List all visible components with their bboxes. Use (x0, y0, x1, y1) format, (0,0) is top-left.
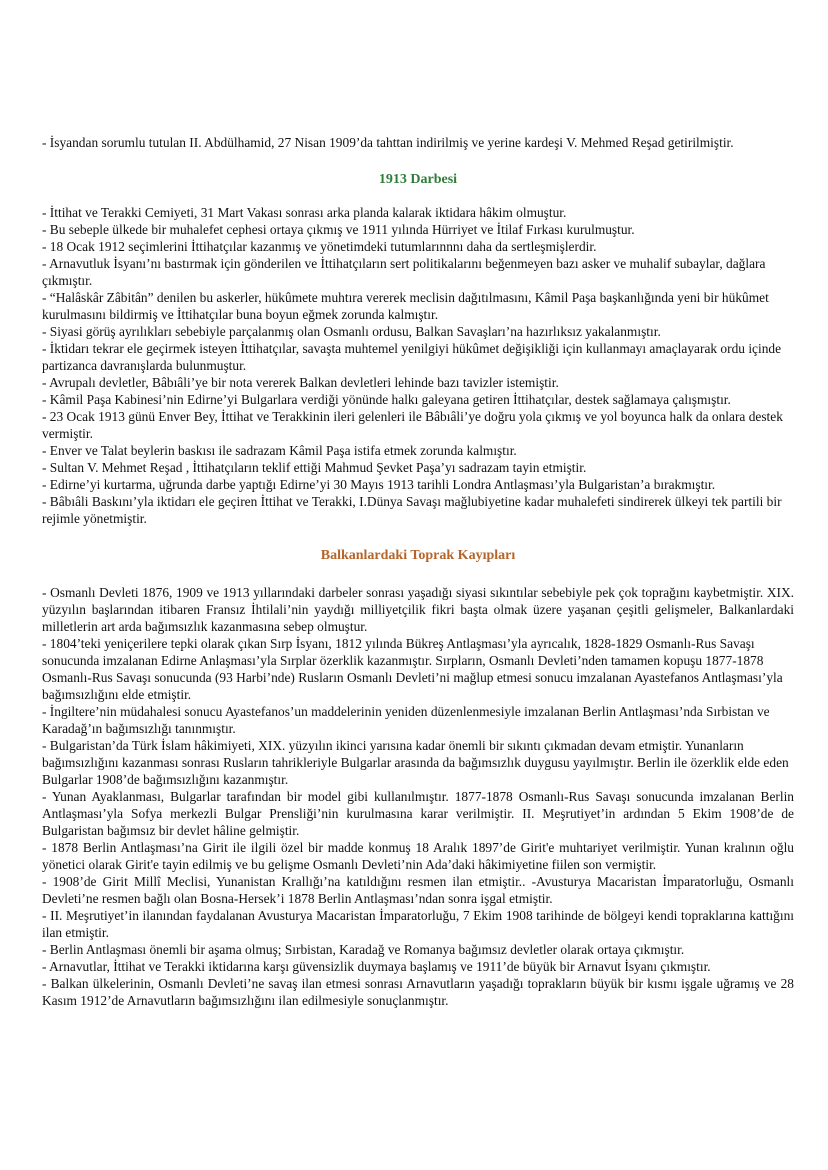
list-item: - 1908’de Girit Millî Meclisi, Yunanistan Krallığı’na katıldığını resmen ilan etmiştir.. -Avusturya Macaristan İmparatorluğu, Osmanlı Devleti’ne resmen bağlı olan Bosna-Hersek’i 1878 Berlin Antlaşması’ndan sonra işgal etmiştir. (42, 874, 794, 906)
list-item: - Bâbıâli Baskını’yla iktidarı ele geçiren İttihat ve Terakki, I.Dünya Savaşı mağlubiyetine kadar muhalefeti sindirerek ülkeyi tek partili bir rejimle yönetmiştir. (42, 494, 782, 526)
list-item: - Siyasi görüş ayrılıkları sebebiyle parçalanmış olan Osmanlı ordusu, Balkan Savaşları’na hazırlıksız yakalanmıştır. (42, 324, 661, 339)
list-item: - Arnavutluk İsyanı’nı bastırmak için gönderilen ve İttihatçıların sert politikalarını beğenmeyen bazı asker ve muhalif subaylar, dağlara çıkmıştır. (42, 256, 766, 288)
list-item: - “Halâskâr Zâbitân” denilen bu askerler, hükûmete muhtıra vererek meclisin dağıtılmasını, Kâmil Paşa başkanlığında yeni bir hükûmet kurulmasını bildirmiş ve İttihatçılar buna boyun eğmek zorunda kalmıştır. (42, 290, 769, 322)
list-item: - Avrupalı devletler, Bâbıâli’ye bir nota vererek Balkan devletleri lehinde bazı tavizler istemiştir. (42, 375, 559, 390)
list-item: - İttihat ve Terakki Cemiyeti, 31 Mart Vakası sonrası arka planda kalarak iktidara hâkim olmuştur. (42, 205, 567, 220)
section-title-1913-coup: 1913 Darbesi (378, 172, 458, 187)
section-title-balkan-losses: Balkanlardaki Toprak Kayıpları (320, 548, 516, 563)
list-item: - 18 Ocak 1912 seçimlerini İttihatçılar kazanmış ve yönetimdeki tutumlarınnnı daha da sertleşmişlerdir. (42, 239, 597, 254)
list-item: - 23 Ocak 1913 günü Enver Bey, İttihat ve Terakkinin ileri gelenleri ile Bâbıâli’ye doğru yola çıkmış ve yol boyunca halk da onlara destek vermiştir. (42, 409, 783, 441)
list-item: - Yunan Ayaklanması, Bulgarlar tarafından bir model gibi kullanılmıştır. 1877-1878 Osmanlı-Rus Savaşı sonucunda imzalanan Berlin Antlaşması’yla Sofya merkezli Bulgar Prensliği’nin kurulmasına karar verilmiştir. II. Meşrutiyet’in ardından 5 Ekim 1908’de de Bulgaristan bağımsız bir devlet hâline gelmiştir. (42, 789, 794, 838)
list-item: - Osmanlı Devleti 1876, 1909 ve 1913 yıllarındaki darbeler sonrası yaşadığı siyasi sıkıntılar sebebiyle pek çok toprağını kaybetmiştir. XIX. yüzyılın başlarından itibaren Fransız İhtilali’nin yaydığı milliyetçilik fikri başta olmak üzere yaşanan çeşitli gelişmeler, Balkanlardaki milletlerin art arda bağımsızlık kazanmasına sebep olmuştur. (42, 585, 794, 634)
list-item: - Arnavutlar, İttihat ve Terakki iktidarına karşı güvensizlik duymaya başlamış ve 1911’de büyük bir Arnavut İsyanı çıkmıştır. (42, 959, 711, 974)
list-item: - Balkan ülkelerinin, Osmanlı Devleti’ne savaş ilan etmesi sonrası Arnavutların yaşadığı toprakların büyük bir kısmı işgale uğramış ve 28 Kasım 1912’de Arnavutların bağımsızlığını ilan edilmesiyle sonuçlanmıştır. (42, 976, 794, 1008)
list-item: - Bu sebeple ülkede bir muhalefet cephesi ortaya çıkmış ve 1911 yılında Hürriyet ve İtilaf Fırkası kurulmuştur. (42, 222, 635, 237)
list-item: - Sultan V. Mehmet Reşad , İttihatçıların teklif ettiği Mahmud Şevket Paşa’yı sadrazam tayin etmiştir. (42, 460, 587, 475)
list-item: - İktidarı tekrar ele geçirmek isteyen İttihatçılar, savaşta muhtemel yenilgiyi hükûmet değişikliği için kullanmayı amaçlayarak ordu içinde partizanca davranışlarda bulunmuştur. (42, 341, 782, 373)
intro-paragraph: - İsyandan sorumlu tutulan II. Abdülhamid, 27 Nisan 1909’da tahttan indirilmiş ve yerine kardeşi V. Mehmed Reşad getirilmiştir. (42, 135, 734, 150)
list-item: - Enver ve Talat beylerin baskısı ile sadrazam Kâmil Paşa istifa etmek zorunda kalmıştır. (42, 443, 517, 458)
list-item: - İngiltere’nin müdahalesi sonucu Ayastefanos’un maddelerinin yeniden düzenlenmesiyle imzalanan Berlin Antlaşması’nda Sırbistan ve Karadağ’ın bağımsızlığı tanınmıştır. (42, 704, 770, 736)
list-item: - Edirne’yi kurtarma, uğrunda darbe yaptığı Edirne’yi 30 Mayıs 1913 tarihli Londra Antlaşması’yla Bulgaristan’a bırakmıştır. (42, 477, 716, 492)
section-1913-coup (42, 204, 794, 527)
section-balkan-losses (42, 584, 794, 1009)
list-item: - Bulgaristan’da Türk İslam hâkimiyeti, XIX. yüzyılın ikinci yarısına kadar önemli bir sıkıntı çıkmadan devam etmiştir. Yunanların bağımsızlığını kazanması sonrası Rusların tahrikleriyle Bulgarlar arasında da bağımsızlık duygusu yayılmıştır. Berlin ile özerklik elde eden Bulgarlar 1908’de bağımsızlığını kazanmıştır. (42, 738, 789, 787)
list-item: - 1878 Berlin Antlaşması’na Girit ile ilgili özel bir madde konmuş 18 Aralık 1897’de Girit'e muhtariyet verilmiştir. Yunan kralının oğlu yönetici olarak Girit'e tayin edilmiş ve bu gelişme Osmanlı Devleti’nin Ada’daki hâkimiyetine fiilen son vermiştir. (42, 840, 794, 872)
list-item: - II. Meşrutiyet’in ilanından faydalanan Avusturya Macaristan İmparatorluğu, 7 Ekim 1908 tarihinde de bölgeyi kendi topraklarına kattığını ilan etmiştir. (42, 908, 794, 940)
document-page (42, 134, 794, 1009)
list-item: - 1804’teki yeniçerilere tepki olarak çıkan Sırp İsyanı, 1812 yılında Bükreş Antlaşması’yla ayrıcalık, 1828-1829 Osmanlı-Rus Savaşı sonucunda imzalanan Edirne Anlaşması’yla Sırplar özerklik kazanmıştır. Sırpların, Osmanlı Devleti’nden tamamen kopuşu 1877-1878 Osmanlı-Rus Savaşı sonucunda (93 Harbi’nde) Rusların Osmanlı Devleti’ni mağlup etmesi sonucu imzalanan Ayastefanos Antlaşması’yla bağımsızlığını elde etmiştir. (42, 636, 783, 702)
list-item: - Berlin Antlaşması önemli bir aşama olmuş; Sırbistan, Karadağ ve Romanya bağımsız devletler olarak ortaya çıkmıştır. (42, 942, 685, 957)
list-item: - Kâmil Paşa Kabinesi’nin Edirne’yi Bulgarlara verdiği yönünde halkı galeyana getiren İttihatçılar, destek sağlamaya çalışmıştır. (42, 392, 731, 407)
